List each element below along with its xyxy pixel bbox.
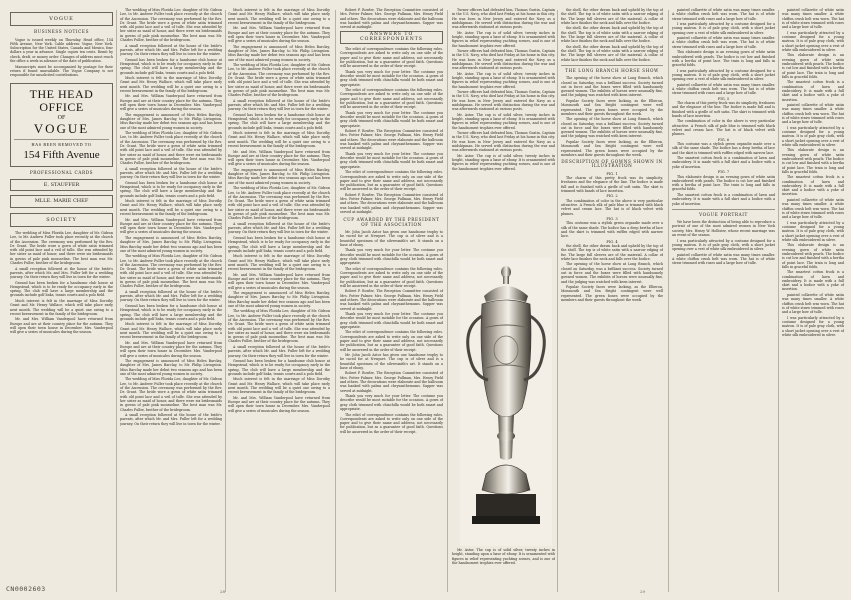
column-1 bbox=[10, 8, 113, 336]
paragraph: Mr. Astor. The cup is of solid silver, twenty inches in height, standing upon a base of ebony. It is ornamented with figures in relief representing yachting scenes, and is one of the handsomest trophies ever offered. bbox=[452, 153, 555, 171]
answers-heading: ANSWERS TO CORRESPONDENTS bbox=[340, 31, 443, 44]
paragraph: Thank you very much for your letter. The costume you describe would be most suitable for the occasion. A gown of gray cloth trimmed with chinchilla would be both smart and appropriate. bbox=[340, 110, 443, 128]
paragraph: The wedding of Miss Florida Lee, daughter of Mr. Gideon Lee, to Mr. Andrew Fuller took place recently at the church of the Ascension. The ceremony was performed by the Rev. Dr. Grant. The bride wore a gown of white satin trimmed with old point lace and a veil of tulle. She was attended by her sister as maid of honor, and there were six bridesmaids in gowns of pale pink mousseline. The best man was Mr. Charles Fuller, brother of the bridegroom. bbox=[120, 254, 222, 289]
paragraph: Mr. Astor. The cup is of solid silver, twenty inches in height, standing upon a base of ebony. It is ornamented with figures in relief representing yachting scenes, and is one of the handsomest trophies ever offered. bbox=[452, 71, 555, 89]
column-rule bbox=[225, 10, 226, 592]
column-3 bbox=[228, 8, 330, 414]
paragraph: Ground has been broken for a handsome club house at Hempstead, which is to be ready for occupancy early in the spring. The club will have a large membership and the grounds include golf links, tennis courts and a polo field. bbox=[228, 359, 330, 376]
paragraph: the shell, the other drawn back and upheld by the top of the shell. The top is of white satin with a narrow edging of fur. The large full sleeves are of the material. A collar of white lace finishes the neck and falls over the bodice. bbox=[561, 26, 663, 44]
paragraph: The wedding of Miss Florida Lee, daughter of Mr. Gideon Lee, to Mr. Andrew Fuller took place recently at the church of the Ascension. The ceremony was performed by the Rev. Dr. Grant. The bride wore a gown of white satin trimmed with old point lace and a veil of tulle. She was attended by her sister as maid of honor, and there were six bridesmaids in gowns of pale pink mousseline. The best man was Mr. Charles Fuller, brother of the bridegroom. bbox=[228, 309, 330, 344]
paragraph: painted collarette of white satin was many times smaller. A white chiffon crush belt was worn. The hat is of white straw trimmed with roses and a large bow of tulle. bbox=[672, 82, 775, 96]
paragraph: The edict of correspondence contains the following rules. Correspondents are asked to write only on one side of the paper and to give their name and address, not necessarily for publication, but as a guarantee of good faith. Questions will be answered in the order of their receipt. bbox=[340, 47, 443, 69]
paragraph: Robert P. Bowler, The Reception Committee consisted of Mrs. Potter Palmer, Mrs. George Pullman, Mrs. Henry Field and others. The decorations were elaborate and the ballroom was banked with palms and chrysanthemums. Supper was served at midnight. bbox=[340, 192, 443, 215]
cup-caption: CUP AWARDED BY THE PRESIDENT OF THE ASSOCIATION bbox=[343, 217, 440, 227]
head-office-ad bbox=[10, 83, 113, 166]
paragraph: A small reception followed at the house of the bride's parents, after which Mr. and Mrs. Fuller left for a wedding journey. On their return they will live in town for the winter. bbox=[228, 221, 330, 235]
paragraph: I was particularly attracted by a costume designed for a young matron. It is of pale gray cloth, with a short jacket opening over a vest of white silk embroidered in silver. bbox=[672, 68, 775, 82]
paragraph: Robert P. Bowler, The Reception Committee consisted of Mrs. Potter Palmer, Mrs. George Pullman, Mrs. Henry Field and others. The decorations were elaborate and the ballroom was banked with palms and chrysanthemums. Supper was served at midnight. bbox=[340, 129, 443, 151]
column-2 bbox=[120, 8, 222, 427]
column-6 bbox=[561, 8, 663, 303]
paragraph: A small reception followed at the house of the bride's parents, after which Mr. and Mrs. Fuller left for a wedding journey. On their return they will live in town for the winter. bbox=[228, 98, 330, 112]
paragraph: The smartest cotton frock is a combination of lawn and embroidery. It is made with a full skirt and a bodice with a yoke of insertion. bbox=[672, 192, 775, 206]
paragraph: Mr. and Mrs. William Vanderpool have returned from Europe and are at their country place for the autumn. They will open their town house in December. Mrs. Vanderpool will give a series of musicales during the season. bbox=[120, 340, 222, 358]
paragraph: Mr. and Mrs. William Vanderpool have returned from Europe and are at their country place for the autumn. They will open their town house in December. Mrs. Vanderpool will give a series of musicales during the season. bbox=[228, 395, 330, 413]
fig-label: FIG. 4 bbox=[606, 239, 618, 244]
fig-label: FIG. 6 bbox=[717, 137, 730, 142]
paragraph: The charm of this pretty frock was its simplicity, freshness and the elegance of the line. The bodice is made full and is finished with a girdle of soft satin. The skirt is trimmed with bands of lace insertion. bbox=[672, 101, 775, 118]
paragraph: painted collarette of white satin was many times smaller. A white chiffon crush belt was worn. The hat is of white straw trimmed with roses and a large bow of tulle. bbox=[672, 8, 775, 21]
paragraph: Much interest is felt in the marriage of Miss Dorothy Grant and Mr. Henry Wallace, which will take place early next month. The wedding will be a quiet one owing to a recent bereavement in the family of the bridegroom. bbox=[120, 199, 222, 217]
paragraph: This elaborate design is an evening gown of white satin embroidered with pearls. The bodice is cut low and finished with a bertha of point lace. The train is long and falls in graceful folds. bbox=[782, 148, 844, 174]
paragraph: Ground has been broken for a handsome club house at Hempstead, which is to be ready for occupancy early in the spring. The club will have a large membership and the grounds include golf links, tennis courts and a polo field. bbox=[10, 280, 113, 298]
paragraph: Much interest is felt in the marriage of Miss Dorothy Grant and Mr. Henry Wallace, which will take place early next month. The wedding will be a quiet one owing to a recent bereavement in the family of the bridegroom. bbox=[10, 298, 113, 316]
paragraph: Mr. and Mrs. William Vanderpool have returned from Europe and are at their country place for the autumn. They will open their town house in December. Mrs. Vanderpool will give a series of musicales during the season. bbox=[228, 149, 330, 167]
paragraph: This costume was a stylish green organdie made over a silk of the same shade. The bodice has a deep bertha of lace and the skirt is trimmed with ruffles edged with narrow lace. bbox=[672, 142, 775, 155]
fig-label: FIG. 2 bbox=[606, 194, 618, 199]
paragraph: Ground has been broken for a handsome club house at Hempstead, which is to be ready for occupancy early in the spring. The club will have a large membership and the grounds include golf links, tennis courts and a polo field. bbox=[120, 180, 222, 198]
paragraph: The edict of correspondence contains the following rules. Correspondents are asked to write only on one side of the paper and to give their name and address, not necessarily for publication, but as a guarantee of good faith. Questions will be answered in the order of their receipt. bbox=[340, 330, 443, 352]
paragraph: Mr. John Jacob Astor has given one handsome trophy to be raced for at Newport. The cup is of silver and is a beautiful specimen of the silversmith's art. It stands on a base of ebony. bbox=[340, 229, 443, 247]
paragraph: Mr. and Mrs. William Vanderpool have returned from Europe and are at their country place for the autumn. They will open their town house in December. Mrs. Vanderpool will give a series of musicales during the season. bbox=[120, 94, 222, 112]
paragraph: Robert P. Bowler, The Reception Committee consisted of Mrs. Potter Palmer, Mrs. George Pullman, Mrs. Henry Field and others. The decorations were elaborate and the ballroom was banked with palms and chrysanthemums. Supper was served at midnight. bbox=[340, 8, 443, 30]
cup-drawing bbox=[460, 258, 552, 546]
paragraph: The wedding of Miss Florida Lee, daughter of Mr. Gideon Lee, to Mr. Andrew Fuller took place recently at the church of the Ascension. The ceremony was performed by the Rev. Dr. Grant. The bride wore a gown of white satin trimmed with old point lace and a veil of tulle. She was attended by her sister as maid of honor, and there were six bridesmaids in gowns of pale pink mousseline. The best man was Mr. Charles Fuller, brother of the bridegroom. bbox=[120, 131, 222, 166]
paragraph: We have been the distinction of being able to reproduce a portrait of one of the most admired women in New York society, Mrs. Henry W. Hollister, whose recent marriage was an event of the season. bbox=[672, 220, 775, 238]
paragraph: A small reception followed at the house of the bride's parents, after which Mr. and Mrs. Fuller left for a wedding journey. On their return they will live in town for the winter. bbox=[120, 43, 222, 57]
paragraph: Much interest is felt in the marriage of Miss Dorothy Grant and Mr. Henry Wallace, which will take place early next month. The wedding will be a quiet one owing to a recent bereavement in the family of the bridegroom. bbox=[228, 377, 330, 395]
prof-card-name: MLLE. MARIE CHEF bbox=[34, 198, 89, 205]
paragraph: The opening of the horse show at Long Branch, which closed on Saturday, was a brilliant success. Society turned out in force and the boxes were filled with handsomely gowned women. The exhibits of horses were unusually fine, and the judging was watched with keen interest. bbox=[561, 117, 663, 139]
paragraph: The smartest cotton frock is a combination of lawn and embroidery. It is made with a full skirt and a bodice with a yoke of insertion. bbox=[782, 270, 844, 292]
fig-label: FIG. 3 bbox=[606, 217, 618, 222]
paragraph: Mr. Astor. The cup is of solid silver, twenty inches in height, standing upon a base of ebony. It is ornamented with figures in relief representing yachting scenes, and is one of the handsomest trophies ever offered. bbox=[452, 112, 555, 130]
column-rule bbox=[778, 10, 779, 592]
paragraph: Mr. and Mrs. William Vanderpool have returned from Europe and are at their country place for the autumn. They will open their town house in December. Mrs. Vanderpool will give a series of musicales during the season. bbox=[120, 217, 222, 235]
paragraph: Popular Society faces were lacking, as the Elberon, Monmouth and Sea Bright contingent were well represented. The green boxes were occupied by the members and their guests throughout the week. bbox=[561, 98, 663, 116]
paragraph: Mr. and Mrs. William Vanderpool have returned from Europe and are at their country place for the autumn. They will open their town house in December. Mrs. Vanderpool will give a series of musicales during the season. bbox=[228, 26, 330, 44]
paragraph: Turner officers had defeated him, Thomas Gustin, Captain in the U.S. Navy, who died last Friday at his home in this city. He was born in New Jersey and entered the Navy as a midshipman. He served with distinction during the war and was afterwards stationed at various posts. bbox=[452, 90, 555, 112]
fig-label: FIG. 1 bbox=[606, 171, 618, 176]
paragraph: The smartest cotton frock is a combination of lawn and embroidery. It is made with a full skirt and a bodice with a yoke of insertion. bbox=[782, 80, 844, 102]
paragraph: Manuscripts must be accompanied by postage for their return if found unavailable. The Vogue Company is not responsible for unsolicited contributions. bbox=[10, 64, 113, 78]
paragraph: I was particularly attracted by a costume designed for a young matron. It is of pale gray cloth, with a short jacket opening over a vest of white silk embroidered in silver. bbox=[782, 315, 844, 337]
paragraph: The edict of correspondence contains the following rules. Correspondents are asked to write only on one side of the paper and to give their name and address, not necessarily for publication, but as a guarantee of good faith. Questions will be answered in the order of their receipt. bbox=[340, 412, 443, 434]
paragraph: Turner officers had defeated him, Thomas Gustin, Captain in the U.S. Navy, who died last Friday at his home in this city. He was born in New Jersey and entered the Navy as a midshipman. He served with distinction during the war and was afterwards stationed at various posts. bbox=[452, 49, 555, 71]
column-rule bbox=[668, 10, 669, 592]
archive-code: CN0002603 bbox=[6, 585, 46, 593]
paragraph: I was particularly attracted by a costume designed for a young matron. It is of pale gray cloth, with a short jacket opening over a vest of white silk embroidered in silver. bbox=[672, 238, 775, 252]
paragraph: Mr. Astor. The cup is of solid silver, twenty inches in height, standing upon a base of ebony. It is ornamented with figures in relief representing yachting scenes, and is one of the handsomest trophies ever offered. bbox=[452, 30, 555, 48]
paragraph: Mr. John Jacob Astor has given one handsome trophy to be raced for at Newport. The cup is of silver and is a beautiful specimen of the silversmith's art. It stands on a base of ebony. bbox=[340, 353, 443, 370]
paragraph: Popular Society faces were lacking, as the Elberon, Monmouth and Sea Bright contingent were well represented. The green boxes were occupied by the members and their guests throughout the week. bbox=[561, 139, 663, 157]
paragraph: Ground has been broken for a handsome club house at Hempstead, which is to be ready for occupancy early in the spring. The club will have a large membership and the grounds include golf links, tennis courts and a polo field. bbox=[120, 57, 222, 75]
column-4 bbox=[340, 8, 443, 435]
paragraph: Popular Society faces were lacking, as the Elberon, Monmouth and Sea Bright contingent were well represented. The green boxes were occupied by the members and their guests throughout the week. bbox=[561, 285, 663, 302]
paragraph: the shell, the other drawn back and upheld by the top of the shell. The top is of white satin with a narrow edging of fur. The large full sleeves are of the material. A collar of white lace finishes the neck and falls over the bodice. bbox=[561, 8, 663, 25]
paragraph: The wedding of Miss Florida Lee, daughter of Mr. Gideon Lee, to Mr. Andrew Fuller took place recently at the church of the Ascension. The ceremony was performed by the Rev. Dr. Grant. The bride wore a gown of white satin trimmed with old point lace and a veil of tulle. She was attended by her sister as maid of honor, and there were six bridesmaids in gowns of pale pink mousseline. The best man was Mr. Charles Fuller, brother of the bridegroom. bbox=[228, 186, 330, 221]
long-branch-heading: THE LONG BRANCH HORSE SHOW bbox=[565, 67, 659, 73]
paragraph: I was particularly attracted by a costume designed for a young matron. It is of pale gray cloth, with a short jacket opening over a vest of white silk embroidered in silver. bbox=[672, 22, 775, 35]
paragraph: Robert P. Bowler, The Reception Committee consisted of Mrs. Potter Palmer, Mrs. George Pullman, Mrs. Henry Field and others. The decorations were elaborate and the ballroom was banked with palms and chrysanthemums. Supper was served at midnight. bbox=[340, 371, 443, 393]
paragraph: The smartest cotton frock is a combination of lawn and embroidery. It is made with a full skirt and a bodice with a yoke of insertion. bbox=[672, 156, 775, 169]
column-5-bottom bbox=[452, 548, 555, 588]
business-notices-heading: BUSINESS NOTICES bbox=[33, 29, 90, 35]
paragraph: This costume was a stylish green organdie made over a silk of the same shade. The bodice has a deep bertha of lace and the skirt is trimmed with ruffles edged with narrow lace. bbox=[561, 221, 663, 239]
astor-cup-illustration bbox=[460, 258, 552, 546]
paragraph: Thank you very much for your letter. The costume you describe would be most suitable for the occasion. A gown of gray cloth trimmed with chinchilla would be both smart and appropriate. bbox=[340, 69, 443, 87]
paragraph: A small reception followed at the house of the bride's parents, after which Mr. and Mrs. Fuller left for a wedding journey. On their return they will live in town for the winter. bbox=[10, 266, 113, 280]
ad-line-3: VOGUE bbox=[33, 121, 90, 137]
paragraph: Mr. and Mrs. William Vanderpool have returned from Europe and are at their country place for the autumn. They will open their town house in December. Mrs. Vanderpool will give a series of musicales during the season. bbox=[228, 272, 330, 290]
paragraph: The wedding of Miss Florida Lee, daughter of Mr. Gideon Lee, to Mr. Andrew Fuller took place recently at the church of the Ascension. The ceremony was performed by the Rev. Dr. Grant. The bride wore a gown of white satin trimmed with old point lace and a veil of tulle. She was attended by her sister as maid of honor, and there were six bridesmaids in gowns of pale pink mousseline. The best man was Mr. Charles Fuller, brother of the bridegroom. bbox=[228, 63, 330, 98]
paragraph: Thank you very much for your letter. The costume you describe would be most suitable for the occasion. A gown of gray cloth trimmed with chinchilla would be both smart and appropriate. bbox=[340, 394, 443, 412]
column-8 bbox=[782, 8, 844, 338]
paragraph: This elaborate design is an evening gown of white satin embroidered with pearls. The bodice is cut low and finished with a bertha of point lace. The train is long and falls in graceful folds. bbox=[782, 243, 844, 269]
paragraph: This elaborate design is an evening gown of white satin embroidered with pearls. The bodice is cut low and finished with a bertha of point lace. The train is long and falls in graceful folds. bbox=[672, 50, 775, 68]
column-rule bbox=[447, 10, 448, 592]
society-box bbox=[10, 213, 113, 227]
paragraph: The engagement is announced of Miss Helen Barclay, daughter of Mrs. James Barclay, to Mr. Philip Livingston. Miss Barclay made her debut two seasons ago and has been one of the most admired young women in society. bbox=[228, 167, 330, 185]
ad-line-4: HAS BEEN REMOVED TO bbox=[31, 142, 92, 148]
column-5 bbox=[452, 8, 555, 258]
paragraph: This elaborate design is an evening gown of white satin embroidered with pearls. The bodice is cut low and finished with a bertha of point lace. The train is long and falls in graceful folds. bbox=[782, 53, 844, 79]
vogue-portrait-heading: VOGUE PORTRAIT bbox=[699, 211, 748, 217]
paragraph: Much interest is felt in the marriage of Miss Dorothy Grant and Mr. Henry Wallace, which will take place early next month. The wedding will be a quiet one owing to a recent bereavement in the family of the bridegroom. bbox=[228, 254, 330, 272]
paragraph: A small reception followed at the house of the bride's parents, after which Mr. and Mrs. Fuller left for a wedding journey. On their return they will live in town for the winter. bbox=[120, 289, 222, 303]
paragraph: Thank you very much for your letter. The costume you describe would be most suitable for the occasion. A gown of gray cloth trimmed with chinchilla would be both smart and appropriate. bbox=[340, 151, 443, 169]
paragraph: Much interest is felt in the marriage of Miss Dorothy Grant and Mr. Henry Wallace, which will take place early next month. The wedding will be a quiet one owing to a recent bereavement in the family of the bridegroom. bbox=[228, 131, 330, 149]
vogue-tag-box bbox=[10, 12, 113, 26]
prof-card-2 bbox=[10, 195, 113, 207]
page-number-right: 29 bbox=[640, 589, 646, 594]
paragraph: The wedding of Miss Florida Lee, daughter of Mr. Gideon Lee, to Mr. Andrew Fuller took place recently at the church of the Ascension. The ceremony was performed by the Rev. Dr. Grant. The bride wore a gown of white satin trimmed with old point lace and a veil of tulle. She was attended by her sister as maid of honor, and there were six bridesmaids in gowns of pale pink mousseline. The best man was Mr. Charles Fuller, brother of the bridegroom. bbox=[120, 377, 222, 412]
paragraph: The wedding of Miss Florida Lee, daughter of Mr. Gideon Lee, to Mr. Andrew Fuller took place recently at the church of the Ascension. The ceremony was performed by the Rev. Dr. Grant. The bride wore a gown of white satin trimmed with old point lace and a veil of tulle. She was attended by her sister as maid of honor, and there were six bridesmaids in gowns of pale pink mousseline. The best man was Mr. Charles Fuller, brother of the bridegroom. bbox=[120, 8, 222, 43]
paragraph: painted collarette of white satin was many times smaller. A white chiffon crush belt was worn. The hat is of white straw trimmed with roses and a large bow of tulle. bbox=[782, 292, 844, 315]
paragraph: This elaborate design is an evening gown of white satin embroidered with pearls. The bodice is cut low and finished with a bertha of point lace. The train is long and falls in graceful folds. bbox=[672, 174, 775, 192]
paragraph: painted collarette of white satin was many times smaller. A white chiffon crush belt was worn. The hat is of white straw trimmed with roses and a large bow of tulle. bbox=[782, 197, 844, 220]
professional-cards-heading: PROFESSIONAL CARDS bbox=[29, 169, 94, 175]
ad-line-1: THE HEAD OFFICE bbox=[29, 87, 94, 115]
column-7 bbox=[672, 8, 775, 267]
paragraph: A small reception followed at the house of the bride's parents, after which Mr. and Mrs. Fuller left for a wedding journey. On their return they will live in town for the winter. bbox=[228, 344, 330, 358]
paragraph: The edict of correspondence contains the following rules. Correspondents are asked to write only on one side of the paper and to give their name and address, not necessarily for publication, but as a guarantee of good faith. Questions will be answered in the order of their receipt. bbox=[340, 88, 443, 110]
paragraph: The opening of the horse show at Long Branch, which closed on Saturday, was a brilliant success. Society turned out in force and the boxes were filled with handsomely gowned women. The exhibits of horses were unusually fine, and the judging was watched with keen interest. bbox=[561, 76, 663, 98]
column-rule bbox=[557, 10, 558, 592]
paragraph: The engagement is announced of Miss Helen Barclay, daughter of Mrs. James Barclay, to Mr. Philip Livingston. Miss Barclay made her debut two seasons ago and has been one of the most admired young women in society. bbox=[120, 359, 222, 376]
paragraph: Ground has been broken for a handsome club house at Hempstead, which is to be ready for occupancy early in the spring. The club will have a large membership and the grounds include golf links, tennis courts and a polo field. bbox=[228, 112, 330, 130]
paragraph: The engagement is announced of Miss Helen Barclay, daughter of Mrs. James Barclay, to Mr. Philip Livingston. Miss Barclay made her debut two seasons ago and has been one of the most admired young women in society. bbox=[228, 291, 330, 308]
paragraph: Robert P. Bowler, The Reception Committee consisted of Mrs. Potter Palmer, Mrs. George Pullman, Mrs. Henry Field and others. The decorations were elaborate and the ballroom was banked with palms and chrysanthemums. Supper was served at midnight. bbox=[340, 289, 443, 311]
paragraph: A small reception followed at the house of the bride's parents, after which Mr. and Mrs. Fuller left for a wedding journey. On their return they will live in town for the winter. bbox=[120, 166, 222, 180]
paragraph: Ground has been broken for a handsome club house at Hempstead, which is to be ready for occupancy early in the spring. The club will have a large membership and the grounds include golf links, tennis courts and a polo field. bbox=[228, 235, 330, 253]
ad-line-5: 154 Fifth Avenue bbox=[23, 148, 100, 161]
paragraph: A small reception followed at the house of the bride's parents, after which Mr. and Mrs. Fuller left for a wedding journey. On their return they will live in town for the winter. bbox=[120, 412, 222, 426]
paragraph: the shell, the other drawn back and upheld by the top of the shell. The top is of white satin with a narrow edging of fur. The large full sleeves are of the material. A collar of white lace finishes the neck and falls over the bodice. bbox=[561, 244, 663, 261]
paragraph: Thank you very much for your letter. The costume you describe would be most suitable for the occasion. A gown of gray cloth trimmed with chinchilla would be both smart and appropriate. bbox=[340, 312, 443, 329]
paragraph: I was particularly attracted by a costume designed for a young matron. It is of pale gray cloth, with a short jacket opening over a vest of white silk embroidered in silver. bbox=[782, 30, 844, 52]
paragraph: painted collarette of white satin was many times smaller. A white chiffon crush belt was worn. The hat is of white straw trimmed with roses and a large bow of tulle. bbox=[782, 8, 844, 30]
paragraph: The charm of this pretty frock was its simplicity, freshness and the elegance of the line. The bodice is made full and is finished with a girdle of soft satin. The skirt is trimmed with bands of lace insertion. bbox=[561, 176, 663, 193]
paragraph: Vogue is issued weekly on Thursday. Head office, 154 Fifth Avenue, New York. Cable address: Vogue, New York. Subscription for the United States, Canada and Mexico, four dollars a year in advance. Single copies ten cents. Remit by check, draft, or money order. Changes of address must reach the office a week in advance of the date of publication. bbox=[10, 37, 113, 64]
paragraph: The opening of the horse show at Long Branch, which closed on Saturday, was a brilliant success. Society turned out in force and the boxes were filled with handsomely gowned women. The exhibits of horses were unusually fine, and the judging was watched with keen interest. bbox=[561, 262, 663, 284]
paragraph: I was particularly attracted by a costume designed for a young matron. It is of pale gray cloth, with a short jacket opening over a vest of white silk embroidered in silver. bbox=[782, 220, 844, 242]
ad-line-2: OF bbox=[57, 115, 66, 122]
paragraph: I was particularly attracted by a costume designed for a young matron. It is of pale gray cloth, with a short jacket opening over a vest of white silk embroidered in silver. bbox=[782, 125, 844, 147]
page-number-left: 28 bbox=[220, 589, 226, 594]
paragraph: The edict of correspondence contains the following rules. Correspondents are asked to write only on one side of the paper and to give their name and address, not necessarily for publication, but as a guarantee of good faith. Questions will be answered in the order of their receipt. bbox=[340, 266, 443, 288]
paragraph: Mr. and Mrs. William Vanderpool have returned from Europe and are at their country place for the autumn. They will open their town house in December. Mrs. Vanderpool will give a series of musicales during the season. bbox=[10, 317, 113, 335]
paragraph: The smartest cotton frock is a combination of lawn and embroidery. It is made with a full skirt and a bodice with a yoke of insertion. bbox=[782, 175, 844, 197]
society-heading: SOCIETY bbox=[46, 216, 77, 223]
paragraph: The engagement is announced of Miss Helen Barclay, daughter of Mrs. James Barclay, to Mr. Philip Livingston. Miss Barclay made her debut two seasons ago and has been one of the most admired young women in society. bbox=[120, 235, 222, 253]
paragraph: The combination of color in the above is very particular attractive. A French silk of pale blue is trimmed with black velvet and cream lace. The hat is of black velvet with plumes. bbox=[561, 198, 663, 216]
paragraph: The engagement is announced of Miss Helen Barclay, daughter of Mrs. James Barclay, to Mr. Philip Livingston. Miss Barclay made her debut two seasons ago and has been one of the most admired young women in society. bbox=[228, 44, 330, 62]
paragraph: painted collarette of white satin was many times smaller. A white chiffon crush belt was worn. The hat is of white straw trimmed with roses and a large bow of tulle. bbox=[672, 252, 775, 266]
prof-card-name: E. STAUFFER bbox=[43, 182, 80, 189]
paragraph: painted collarette of white satin was many times smaller. A white chiffon crush belt was worn. The hat is of white straw trimmed with roses and a large bow of tulle. bbox=[672, 36, 775, 49]
paragraph: The engagement is announced of Miss Helen Barclay, daughter of Mrs. James Barclay, to Mr. Philip Livingston. Miss Barclay made her debut two seasons ago and has been one of the most admired young women in society. bbox=[120, 112, 222, 130]
paragraph: Much interest is felt in the marriage of Miss Dorothy Grant and Mr. Henry Wallace, which will take place early next month. The wedding will be a quiet one owing to a recent bereavement in the family of the bridegroom. bbox=[228, 8, 330, 25]
description-heading: DESCRIPTION OF GOWNS SHOWN IN ILLUSTRATION bbox=[561, 159, 663, 169]
fig-label: FIG. 5 bbox=[717, 96, 730, 101]
paragraph: Ground has been broken for a handsome club house at Hempstead, which is to be ready for occupancy early in the spring. The club will have a large membership and the grounds include golf links, tennis courts and a polo field. bbox=[120, 303, 222, 321]
paragraph: The wedding of Miss Florida Lee, daughter of Mr. Gideon Lee, to Mr. Andrew Fuller took place recently at the church of the Ascension. The ceremony was performed by the Rev. Dr. Grant. The bride wore a gown of white satin trimmed with old point lace and a veil of tulle. She was attended by her sister as maid of honor, and there were six bridesmaids in gowns of pale pink mousseline. The best man was Mr. Charles Fuller, brother of the bridegroom. bbox=[10, 230, 113, 266]
paragraph: painted collarette of white satin was many times smaller. A white chiffon crush belt was worn. The hat is of white straw trimmed with roses and a large bow of tulle. bbox=[782, 102, 844, 125]
paragraph: The edict of correspondence contains the following rules. Correspondents are asked to write only on one side of the paper and to give their name and address, not necessarily for publication, but as a guarantee of good faith. Questions will be answered in the order of their receipt. bbox=[340, 170, 443, 192]
paragraph: Mr. Astor. The cup is of solid silver, twenty inches in height, standing upon a base of ebony. It is ornamented with figures in relief representing yachting scenes, and is one of the handsomest trophies ever offered. bbox=[452, 548, 555, 565]
paragraph: Turner officers had defeated him, Thomas Gustin, Captain in the U.S. Navy, who died last Friday at his home in this city. He was born in New Jersey and entered the Navy as a midshipman. He served with distinction during the war and was afterwards stationed at various posts. bbox=[452, 8, 555, 30]
paragraph: The combination of color in the above is very particular attractive. A French silk of pale blue is trimmed with black velvet and cream lace. The hat is of black velvet with plumes. bbox=[672, 119, 775, 137]
paragraph: Much interest is felt in the marriage of Miss Dorothy Grant and Mr. Henry Wallace, which will take place early next month. The wedding will be a quiet one owing to a recent bereavement in the family of the bridegroom. bbox=[120, 322, 222, 340]
vogue-tag: VOGUE bbox=[49, 16, 74, 22]
column-rule bbox=[335, 10, 336, 592]
paragraph: Turner officers had defeated him, Thomas Gustin, Captain in the U.S. Navy, who died last Friday at his home in this city. He was born in New Jersey and entered the Navy as a midshipman. He served with distinction during the war and was afterwards stationed at various posts. bbox=[452, 131, 555, 153]
prof-card-1 bbox=[10, 179, 113, 191]
paragraph: the shell, the other drawn back and upheld by the top of the shell. The top is of white satin with a narrow edging of fur. The large full sleeves are of the material. A collar of white lace finishes the neck and falls over the bodice. bbox=[561, 44, 663, 62]
paragraph: Thank you very much for your letter. The costume you describe would be most suitable for the occasion. A gown of gray cloth trimmed with chinchilla would be both smart and appropriate. bbox=[340, 248, 443, 266]
column-rule bbox=[116, 10, 117, 592]
paragraph: Much interest is felt in the marriage of Miss Dorothy Grant and Mr. Henry Wallace, which will take place early next month. The wedding will be a quiet one owing to a recent bereavement in the family of the bridegroom. bbox=[120, 76, 222, 93]
fig-label: FIG. 7 bbox=[717, 170, 730, 175]
